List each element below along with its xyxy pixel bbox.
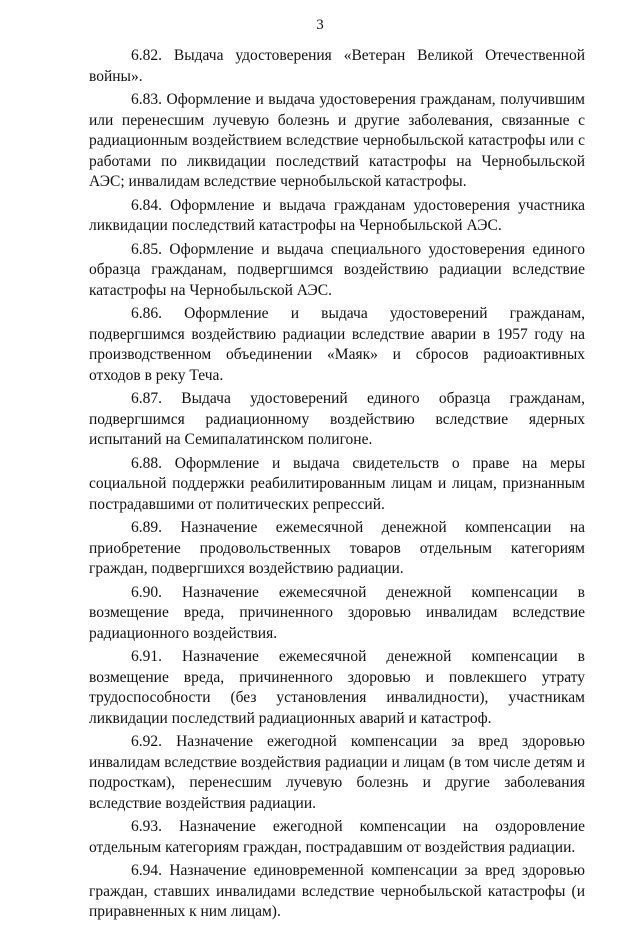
list-item-6-87: 6.87. Выдача удостоверений единого образца гражданам, подвергшимся радиационному воздействию вследствие ядерных испытаний на Семипалатинском полигоне. <box>89 390 585 448</box>
list-item-6-85: 6.85. Оформление и выдача специального удостоверения единого образца гражданам, подвергшимся воздействию радиации вследствие катастрофы на Чернобыльской АЭС. <box>89 240 585 299</box>
page-number: 3 <box>316 17 324 33</box>
list-item-6-92: 6.92. Назначение ежегодной компенсации за вред здоровью инвалидам вследствие воздействия радиации и лицам (в том числе детям и подросткам), перенесшим лучевую болезнь и другие заболевания вследствие воздействия радиации. <box>89 733 585 812</box>
list-item-6-94: 6.94. Назначение единовременной компенсации за вред здоровью граждан, ставших инвалидами вследствие чернобыльской катастрофы (и приравненных к ним лицам). <box>89 862 585 920</box>
list-item-6-90: 6.90. Назначение ежемесячной денежной компенсации в возмещение вреда, причиненного здоровью инвалидам вследствие радиационного воздействия. <box>89 583 585 642</box>
list-item-6-86: 6.86. Оформление и выдача удостоверений гражданам, подвергшимся воздействию радиации вследствие аварии в 1957 году на производственном объединении «Маяк» и сбросов радиоактивных отходов в реку Теча. <box>89 305 585 384</box>
list-item-6-91: 6.91. Назначение ежемесячной денежной компенсации в возмещение вреда, причиненного здоровью и повлекшего утрату трудоспособности (без установления инвалидности), участникам ликвидации последствий радиационных аварий и катастроф. <box>89 648 585 727</box>
list-item-6-83: 6.83. Оформление и выдача удостоверения гражданам, получившим или перенесшим лучевую болезнь и другие заболевания, связанные с радиационным воздействием вследствие чернобыльской катастрофы или с работами по ликвидации последствий катастрофы на Чернобыльской АЭС; инвалидам вследствие чернобыльской катастрофы. <box>89 91 585 190</box>
list-item-6-82: 6.82. Выдача удостоверения «Ветеран Великой Отечественной войны». <box>89 47 585 85</box>
document-body <box>89 46 585 926</box>
list-item-6-84: 6.84. Оформление и выдача гражданам удостоверения участника ликвидации последствий катастрофы на Чернобыльской АЭС. <box>89 196 585 234</box>
list-item-6-88: 6.88. Оформление и выдача свидетельств о праве на меры социальной поддержки реабилитированным лицам и лицам, признанным пострадавшими от политических репрессий. <box>89 454 585 513</box>
list-item-6-93: 6.93. Назначение ежегодной компенсации на оздоровление отдельным категориям граждан, пострадавшим от воздействия радиации. <box>89 818 585 856</box>
list-item-6-89: 6.89. Назначение ежемесячной денежной компенсации на приобретение продовольственных товаров отдельным категориям граждан, подвергшихся воздействию радиации. <box>89 519 585 577</box>
